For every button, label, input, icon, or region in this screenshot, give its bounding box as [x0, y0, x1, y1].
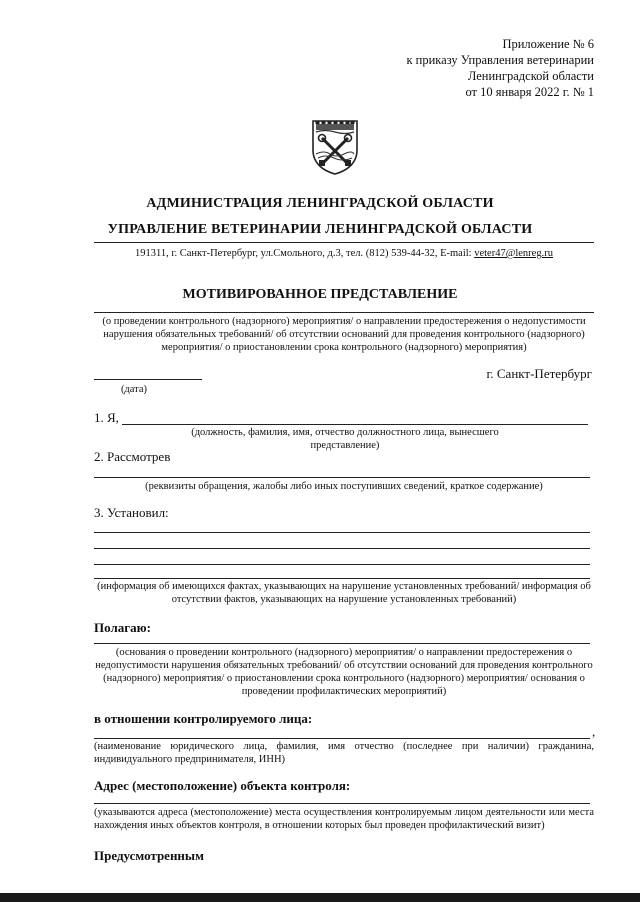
- date-field-line[interactable]: [94, 379, 202, 380]
- object-address-note: (указываются адреса (местоположение) места осуществления контролируемым лицом деятельности или места нахождения иных объектов контроля, в отношении которых был проведен профилактический визит): [94, 807, 594, 831]
- department-name: УПРАВЛЕНИЕ ВЕТЕРИНАРИИ ЛЕНИНГРАДСКОЙ ОБЛАСТИ: [107, 222, 533, 237]
- section-3-field-line-4[interactable]: [94, 578, 590, 579]
- address-text: 191311, г. Санкт-Петербург, ул.Смольного, д.3, тел. (812) 539-44-32, E-mail:: [135, 248, 475, 259]
- section-3-field-line-1[interactable]: [94, 532, 590, 533]
- section-2-field-line[interactable]: [94, 477, 590, 478]
- polagayu-field-line[interactable]: [94, 643, 590, 644]
- annex-line-3: Ленинградской области: [467, 69, 594, 83]
- email-link[interactable]: veter47@lenreg.ru: [474, 248, 553, 259]
- scan-edge: [0, 893, 640, 902]
- organization-name: АДМИНИСТРАЦИЯ ЛЕНИНГРАДСКОЙ ОБЛАСТИ: [146, 196, 494, 211]
- object-address-field-line[interactable]: [94, 803, 590, 804]
- coat-of-arms-icon: [310, 118, 360, 176]
- section-2-note: (реквизиты обращения, жалобы либо иных поступивших сведений, краткое содержание): [145, 481, 543, 492]
- annex-line-2: к приказу Управления ветеринарии: [406, 53, 594, 67]
- polagayu-note: (основания о проведении контрольного (надзорного) мероприятия/ о направлении предостережения о недопустимости нарушения обязательных требований/ об отсутствии оснований для проведения контрольного (надзорного) мероприятия/ о приостановлении срока контрольного (надзорного) мероприятия/ основания о проведении профилактических мероприятий): [95, 647, 593, 697]
- title-note: (о проведении контрольного (надзорного) мероприятия/ о направлении предостережения о недопустимости нарушения обязательных требований/ об отсутствии оснований для проведения контрольного (надзорного) мероприятия/ о приостановлении срока контрольного (надзорного) мероприятия): [102, 316, 586, 353]
- city-name: г. Санкт-Петербург: [486, 366, 592, 381]
- header-divider: [94, 242, 594, 243]
- annex-block: [334, 36, 594, 100]
- date-label: (дата): [120, 384, 148, 395]
- annex-line-4: от 10 января 2022 г. № 1: [465, 85, 594, 99]
- section-1-field-line[interactable]: [122, 424, 588, 425]
- controlled-person-field-line[interactable]: [94, 738, 590, 739]
- document-title: МОТИВИРОВАННОЕ ПРЕДСТАВЛЕНИЕ: [182, 287, 458, 302]
- section-1-label: 1. Я,: [94, 410, 119, 425]
- object-address-label: Адрес (местоположение) объекта контроля:: [94, 778, 351, 793]
- section-1-note: (должность, фамилия, имя, отчество должностного лица, вынесшего представление): [191, 427, 499, 451]
- title-underline: [94, 312, 594, 313]
- contact-address: [94, 248, 594, 259]
- section-3-label: 3. Установил:: [94, 505, 169, 520]
- section-3-field-line-2[interactable]: [94, 548, 590, 549]
- controlled-person-label: в отношении контролируемого лица:: [94, 711, 313, 726]
- polagayu-label: Полагаю:: [94, 620, 151, 635]
- controlled-person-comma: ,: [592, 724, 596, 739]
- section-3-field-line-3[interactable]: [94, 564, 590, 565]
- section-2-label: 2. Рассмотрев: [94, 449, 171, 464]
- annex-line-1: Приложение № 6: [502, 37, 594, 51]
- provided-label: Предусмотренным: [94, 848, 204, 863]
- controlled-person-note: (наименование юридического лица, фамилия, имя отчество (последнее при наличии) гражданина, индивидуального предпринимателя, ИНН): [94, 741, 594, 765]
- section-3-note: (информация об имеющихся фактах, указывающих на нарушение установленных требований/ информация об отсутствии фактов, указывающих на нарушение установленных требований): [97, 581, 591, 605]
